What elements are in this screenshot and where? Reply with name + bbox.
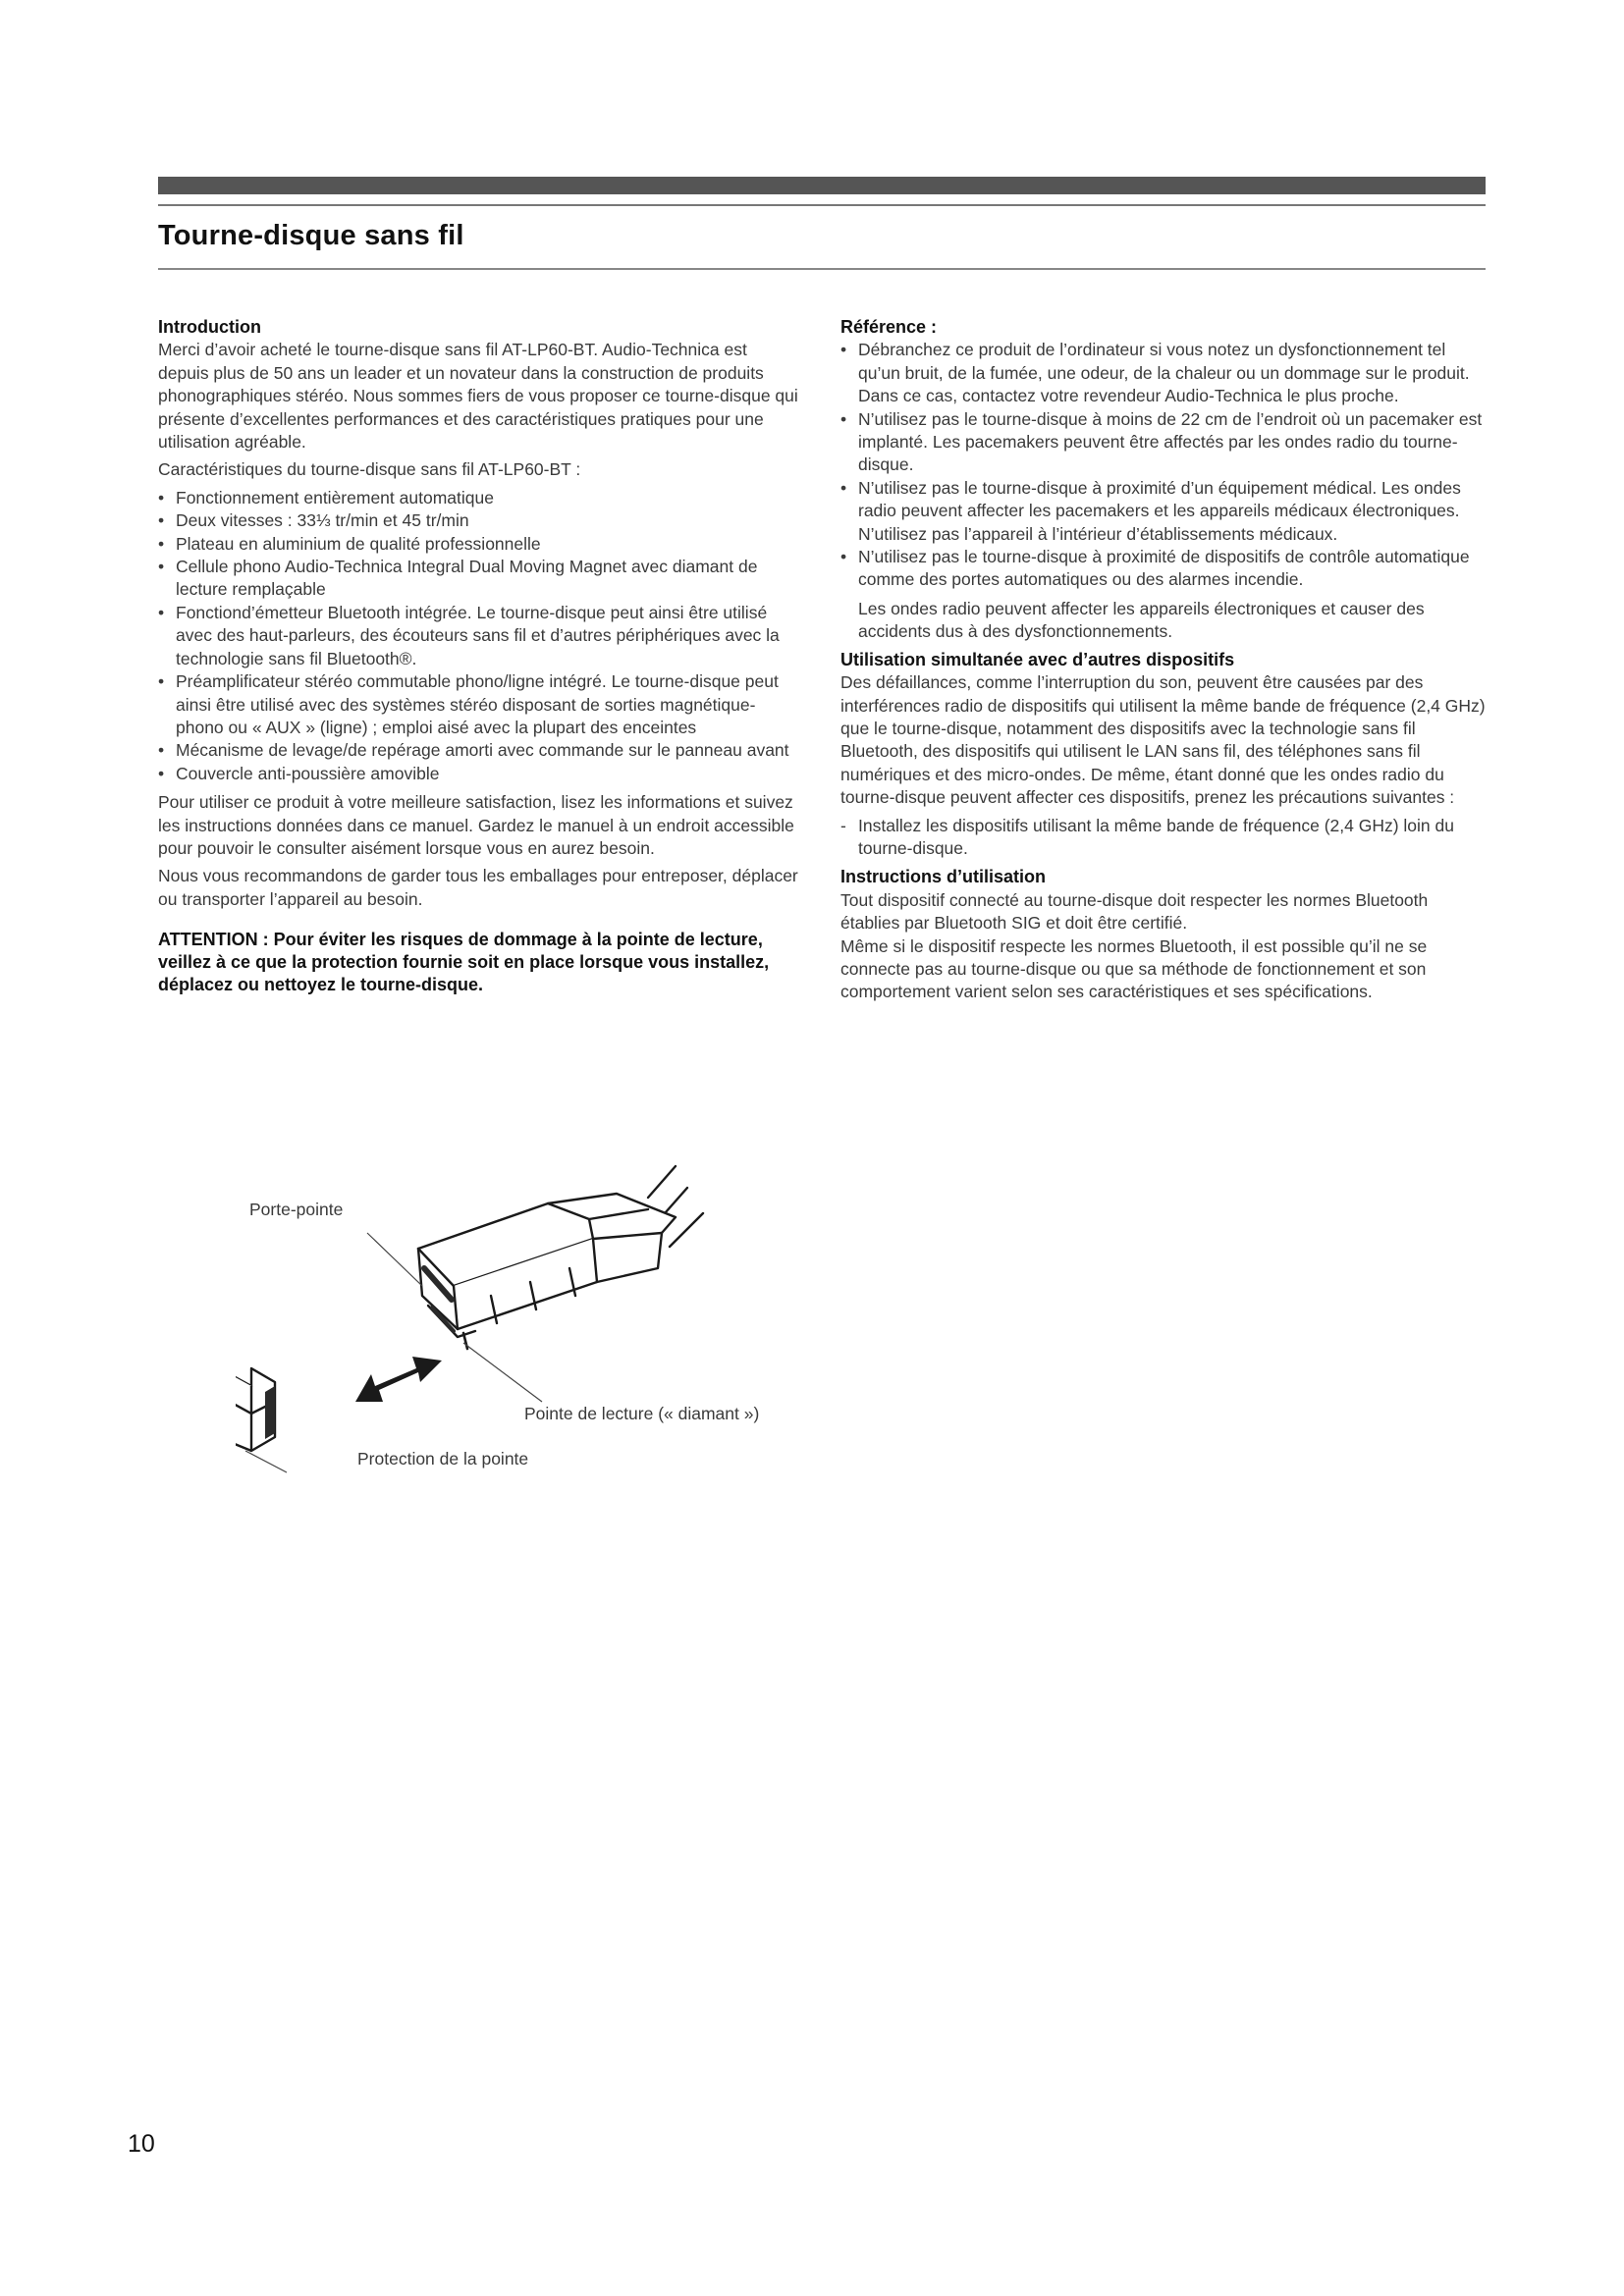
intro-heading: Introduction	[158, 317, 261, 337]
simultaneous-text: Des défaillances, comme l’interruption du son, peuvent être causées par des interférences radio de dispositifs qui utilisent la même bande de fréquence (2,4 GHz) que le tourne-disque, notamment des dispositifs avec la technologie sans fil Bluetooth, des dispositifs qui utilisent le LAN sans fil, des téléphones sans fil numériques et des micro-ondes. De même, étant donné que les ondes radio du tourne-disque peuvent affecter ces dispositifs, prenez les précautions suivantes :	[840, 672, 1486, 808]
features-lead: Caractéristiques du tourne-disque sans fil AT-LP60-BT :	[158, 459, 581, 480]
simultaneous-list	[840, 815, 1486, 861]
feature-item: • Fonctiond’émetteur Bluetooth intégrée. Le tourne-disque peut ainsi être utilisé avec des haut-parleurs, des écouteurs sans fil et d’autres périphériques avec la technologie sans fil Bluetooth®.	[158, 602, 798, 670]
features-list	[158, 487, 798, 785]
attention-warning: ATTENTION : Pour éviter les risques de dommage à la pointe de lecture, veillez à ce que la protection fournie soit en place lorsque vous installez, déplacez ou nettoyez le tourne-disque.	[158, 930, 770, 995]
reference-item: • Débranchez ce produit de l’ordinateur si vous notez un dysfonctionnement tel qu’un bruit, de la fumée, une odeur, de la chaleur ou un dommage sur le produit. Dans ce cas, contactez votre revendeur Audio-Technica le plus proche.	[840, 339, 1486, 407]
feature-item: • Cellule phono Audio-Technica Integral Dual Moving Magnet avec diamant de lecture remplaçable	[158, 556, 798, 602]
feature-item: • Préamplificateur stéréo commutable phono/ligne intégré. Le tourne-disque peut ainsi être utilisé avec des systèmes stéréo disposant de sorties magnétique-phono ou « AUX » (ligne) ; emploi aisé avec la plupart des enceintes	[158, 670, 798, 739]
left-column	[158, 316, 798, 1001]
instructions-heading: Instructions d’utilisation	[840, 867, 1047, 887]
figure-label-headshell: Porte-pointe	[249, 1200, 344, 1219]
packaging-text: Nous vous recommandons de garder tous les emballages pour entreposer, déplacer ou transporter l’appareil au besoin.	[158, 866, 798, 909]
simultaneous-heading: Utilisation simultanée avec d’autres dispositifs	[840, 649, 1235, 669]
title-rule	[158, 268, 1486, 270]
header-rule	[158, 204, 1486, 206]
feature-item: • Plateau en aluminium de qualité professionnelle	[158, 533, 798, 556]
cartridge-illustration	[236, 1139, 825, 1492]
right-column	[840, 316, 1486, 1009]
page-number: 10	[128, 2130, 155, 2158]
simultaneous-item: - Installez les dispositifs utilisant la même bande de fréquence (2,4 GHz) loin du tourne-disque.	[840, 815, 1486, 861]
figure-label-stylus: Pointe de lecture (« diamant »)	[524, 1404, 760, 1423]
reference-extra: Les ondes radio peuvent affecter les appareils électroniques et causer des accidents dus à des dysfonctionnements.	[858, 598, 1425, 642]
feature-item: • Couvercle anti-poussière amovible	[158, 763, 798, 785]
instructions-text: Tout dispositif connecté au tourne-disque doit respecter les normes Bluetooth établies par Bluetooth SIG et doit être certifié.	[840, 889, 1429, 934]
instructions-text: Même si le dispositif respecte les normes Bluetooth, il est possible qu’il ne se connecte pas au tourne-disque ou que sa méthode de fonctionnement et son comportement varient selon ses caractéristiques et ses spécifications.	[840, 935, 1428, 1002]
usage-text: Pour utiliser ce produit à votre meilleure satisfaction, lisez les informations et suivez les instructions données dans ce manuel. Gardez le manuel à un endroit accessible pour pouvoir le consulter aisément lorsque vous en aurez besoin.	[158, 792, 794, 858]
intro-text: Merci d’avoir acheté le tourne-disque sans fil AT-LP60-BT. Audio-Technica est depuis plus de 50 ans un leader et un novateur dans la construction de produits phonographiques stéréo. Nous sommes fiers de vous proposer ce tourne-disque qui présente d’excellentes performances et des caractéristiques pratiques pour une utilisation agréable.	[158, 340, 798, 453]
feature-item: • Mécanisme de levage/de repérage amorti avec commande sur le panneau avant	[158, 739, 798, 762]
reference-item: • N’utilisez pas le tourne-disque à proximité d’un équipement médical. Les ondes radio peuvent affecter les pacemakers et les appareils médicaux électroniques. N’utilisez pas l’appareil à l’intérieur d’établissements médicaux.	[840, 477, 1486, 546]
header-bar	[158, 177, 1486, 194]
reference-item: • N’utilisez pas le tourne-disque à proximité de dispositifs de contrôle automatique comme des portes automatiques ou des alarmes incendie.	[840, 546, 1486, 592]
feature-item: • Fonctionnement entièrement automatique	[158, 487, 798, 509]
reference-item: • N’utilisez pas le tourne-disque à moins de 22 cm de l’endroit où un pacemaker est implanté. Les pacemakers peuvent être affectés par les ondes radio du tourne-disque.	[840, 408, 1486, 477]
feature-item: • Deux vitesses : 33⅓ tr/min et 45 tr/min	[158, 509, 798, 532]
reference-list	[840, 339, 1486, 591]
figure-label-guard: Protection de la pointe	[357, 1449, 529, 1468]
page-title: Tourne-disque sans fil	[158, 220, 464, 251]
reference-heading: Référence :	[840, 317, 938, 337]
stylus-guard-figure	[236, 1139, 825, 1492]
